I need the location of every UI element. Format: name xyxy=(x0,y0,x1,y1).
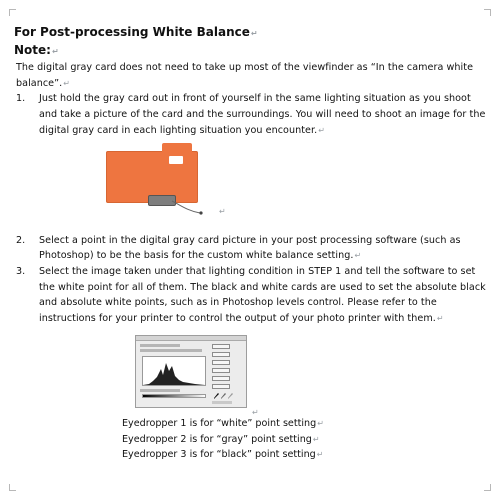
paragraph-mark: ↵ xyxy=(318,125,325,135)
levels-dialog-image xyxy=(135,335,259,417)
page-corner-mark xyxy=(9,9,16,16)
card-cord-icon xyxy=(170,195,210,217)
levels-preview-checkbox xyxy=(212,401,232,404)
paragraph-mark: ↵ xyxy=(51,47,59,56)
histogram-icon xyxy=(143,357,205,385)
paragraph-mark: ↵ xyxy=(317,418,324,428)
levels-auto-button xyxy=(212,376,230,381)
steps-list-continued xyxy=(14,233,488,327)
eyedropper-notes xyxy=(122,416,488,463)
eyedropper-note-2: Eyedropper 2 is for “gray” point setting↵ xyxy=(122,433,320,445)
step-number: 3. xyxy=(16,265,26,277)
step-item-2 xyxy=(14,233,488,264)
page-corner-mark xyxy=(9,484,16,491)
page-corner-mark xyxy=(484,9,491,16)
levels-input-row xyxy=(140,349,202,352)
paragraph-mark: ↵ xyxy=(252,407,259,417)
paragraph-mark: ↵ xyxy=(63,78,71,88)
card-tab xyxy=(162,143,192,155)
step-text: Select the image taken under that lighting condition in STEP 1 and tell the software to set the white point for all of them. The black and white cards are used to set the absolute black and absolute white points, such as in Photoshop levels control. Please refer to the instructions for your printer to control the output of your photo printer with them. xyxy=(39,265,486,325)
step-number: 2. xyxy=(16,234,26,246)
paragraph-mark: ↵ xyxy=(354,251,362,261)
note-text: The digital gray card does not need to take up most of the viewfinder as “In the camera white balance”.↵ xyxy=(16,62,474,89)
eyedropper-white-icon xyxy=(228,393,233,399)
paragraph-mark: ↵ xyxy=(312,434,320,444)
paragraph-mark: ↵ xyxy=(219,206,226,216)
gray-card-image xyxy=(106,143,488,221)
levels-ok-button xyxy=(212,344,230,349)
step-text: Select a point in the digital gray card picture in your post processing software (such as Photoshop) to be the basis for the custom white balance setting. xyxy=(39,234,461,262)
levels-titlebar xyxy=(136,336,246,341)
document-page xyxy=(14,24,488,463)
paragraph-mark: ↵ xyxy=(250,29,258,38)
step-item-3 xyxy=(14,264,488,327)
step-item-1 xyxy=(14,91,488,138)
paragraph-mark: ↵ xyxy=(436,314,444,324)
step-text: Just hold the gray card out in front of yourself in the same lighting situation as you shoot and take a picture of the card and the surroundings. You will need to shoot an image for the digital gray card in each lighting situation you encounter. xyxy=(39,93,486,136)
steps-list xyxy=(14,91,488,138)
eyedropper-gray-icon xyxy=(221,393,226,399)
document-title: For Post-processing White Balance↵ xyxy=(14,25,258,39)
levels-output-gradient xyxy=(142,394,206,398)
card-hole xyxy=(169,156,183,164)
levels-dialog-icon xyxy=(135,335,247,408)
levels-save-button xyxy=(212,368,230,373)
levels-histogram xyxy=(142,356,206,386)
paragraph-mark: ↵ xyxy=(316,450,324,460)
levels-channel-row xyxy=(140,344,180,347)
step-number: 1. xyxy=(16,93,26,105)
levels-load-button xyxy=(212,360,230,365)
page-corner-mark xyxy=(484,484,491,491)
levels-options-button xyxy=(212,384,230,389)
eyedropper-black-icon xyxy=(214,393,219,399)
eyedropper-note-3: Eyedropper 3 is for “black” point setting↵ xyxy=(122,449,324,461)
levels-output-row xyxy=(140,389,180,392)
levels-cancel-button xyxy=(212,352,230,357)
note-heading: Note:↵ xyxy=(14,43,59,57)
eyedropper-note-1: Eyedropper 1 is for “white” point setting↵ xyxy=(122,417,324,429)
